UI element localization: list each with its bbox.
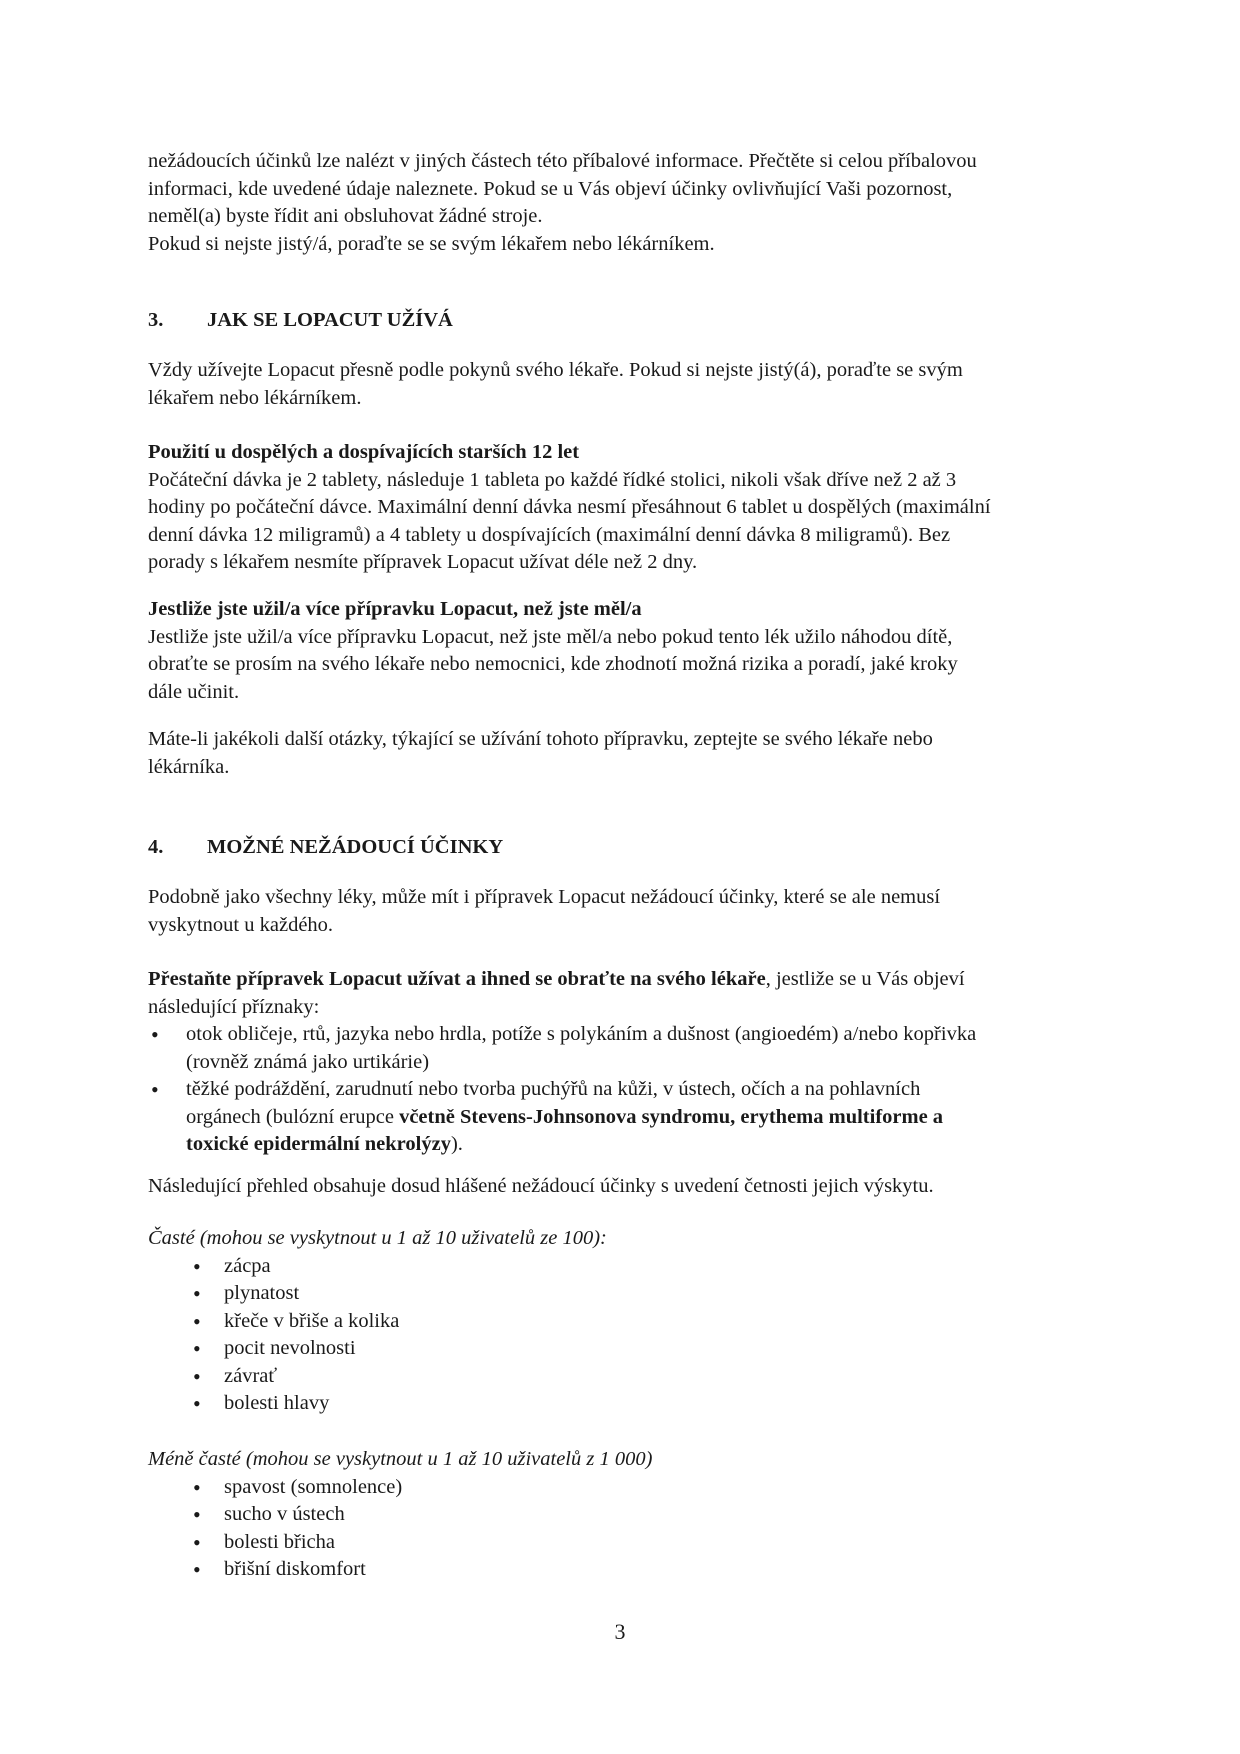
warning-bold-text: Přestaňte přípravek Lopacut užívat a ihned se obraťte na svého lékaře [148,968,766,990]
text-line: Následující přehled obsahuje dosud hlášené nežádoucí účinky s uvedení četnosti jejich výskytu. [148,1175,934,1197]
page-number: 3 [614,1619,626,1644]
text-line: Počáteční dávka je 2 tablety, následuje 1 tableta po každé řídké stolici, nikoli však dříve než 2 až 3 [148,468,957,491]
list-item-text: (rovněž známá jako urtikárie) [186,1050,430,1073]
common-effects-list [148,1253,1108,1418]
list-item: • sucho v ústech [148,1501,1108,1529]
intro-paragraph [148,148,1108,258]
adults-dosage-block [148,439,1108,577]
list-item: • bolesti hlavy [148,1390,1108,1418]
list-item [148,1076,1108,1159]
section-title: MOŽNÉ NEŽÁDOUCÍ ÚČINKY [207,836,504,858]
section-number: 3. [148,309,164,331]
list-item-bold-text: včetně Stevens-Johnsonova syndromu, erythema multiforme a [399,1105,944,1128]
warning-text: , jestliže se u Vás objeví [765,968,965,990]
text-line: dále učinit. [148,680,240,703]
section-3-heading [148,307,453,335]
text-line: lékařem nebo lékárníkem. [148,386,362,409]
list-item-bold-text: toxické epidermální nekrolýzy [186,1133,451,1155]
uncommon-effects-block [148,1446,1108,1584]
text-line: denní dávka 12 miligramů) a 4 tablety u dospívajících (maximální denní dávka 8 miligramů). Bez [148,523,951,546]
overdose-block [148,596,1108,706]
text-line: neměl(a) byste řídit ani obsluhovat žádné stroje. [148,205,543,227]
list-item-text: otok obličeje, rtů, jazyka nebo hrdla, potíže s polykáním a dušnost (angioedém) a/nebo kopřivka [186,1023,977,1045]
list-item: • spavost (somnolence) [148,1474,1108,1502]
text-line: Podobně jako všechny léky, může mít i přípravek Lopacut nežádoucí účinky, které se ale nemusí [148,886,941,908]
list-item-text: orgánech (bulózní erupce [186,1105,400,1128]
subheading: Jestliže jste užil/a více přípravku Lopacut, než jste měl/a [148,598,642,620]
list-item: • břišní diskomfort [148,1556,1108,1584]
text-line: Pokud si nejste jistý/á, poraďte se se svým lékařem nebo lékárníkem. [148,232,715,255]
text-line: informaci, kde uvedené údaje naleznete. Pokud se u Vás objeví účinky ovlivňující Vaši pozornost, [148,177,953,200]
text-line: nežádoucích účinků lze nalézt v jiných částech této příbalové informace. Přečtěte si celou příbalovou [148,150,977,172]
section-title: JAK SE LOPACUT UŽÍVÁ [207,309,453,331]
section-number: 4. [148,836,164,858]
list-item: • pocit nevolnosti [148,1335,1108,1363]
text-line: hodiny po počáteční dávce. Maximální denní dávka nesmí přesáhnout 6 tablet u dospělých (maximální [148,496,991,518]
list-item: • bolesti břicha [148,1529,1108,1557]
list-item-text: těžké podráždění, zarudnutí nebo tvorba puchýřů na kůži, v ústech, očích a na pohlavních [186,1078,921,1100]
text-line: Vždy užívejte Lopacut přesně podle pokynů svého lékaře. Pokud si nejste jistý(á), poraďte se svým [148,359,963,381]
text-line: Jestliže jste užil/a více přípravku Lopacut, než jste měl/a nebo pokud tento lék užilo náhodou dítě, [148,625,953,648]
text-line: lékárníka. [148,755,230,778]
subheading: Použití u dospělých a dospívajících starších 12 let [148,441,580,463]
frequency-heading: Časté (mohou se vyskytnout u 1 až 10 uživatelů ze 100): [148,1227,607,1249]
warning-symptom-list [148,1021,1108,1159]
list-item: • křeče v břiše a kolika [148,1308,1108,1336]
uncommon-effects-list [148,1474,1108,1584]
section-4-intro [148,884,1108,939]
questions-paragraph [148,726,1108,781]
section-4-heading [148,834,503,862]
list-item: • zácpa [148,1253,1108,1281]
warning-line [148,966,1108,994]
frequency-heading: Méně časté (mohou se vyskytnout u 1 až 10 uživatelů z 1 000) [148,1448,653,1470]
common-effects-block [148,1225,1108,1418]
stop-warning-block [148,966,1108,1159]
text-line: vyskytnout u každého. [148,913,334,936]
text-line: Máte-li jakékoli další otázky, týkající se užívání tohoto přípravku, zeptejte se svého lékaře nebo [148,728,933,750]
section-3-intro [148,357,1108,412]
text-line: obraťte se prosím na svého lékaře nebo nemocnici, kde zhodnotí možná rizika a poradí, jaké kroky [148,653,958,675]
list-item: • závrať [148,1363,1108,1391]
list-item: • plynatost [148,1280,1108,1308]
list-item-text: ). [450,1133,463,1155]
text-line: porady s lékařem nesmíte přípravek Lopacut užívat déle než 2 dny. [148,551,698,573]
list-item [148,1021,1108,1076]
overview-paragraph [148,1173,1108,1201]
text-line: následující příznaky: [148,995,320,1018]
